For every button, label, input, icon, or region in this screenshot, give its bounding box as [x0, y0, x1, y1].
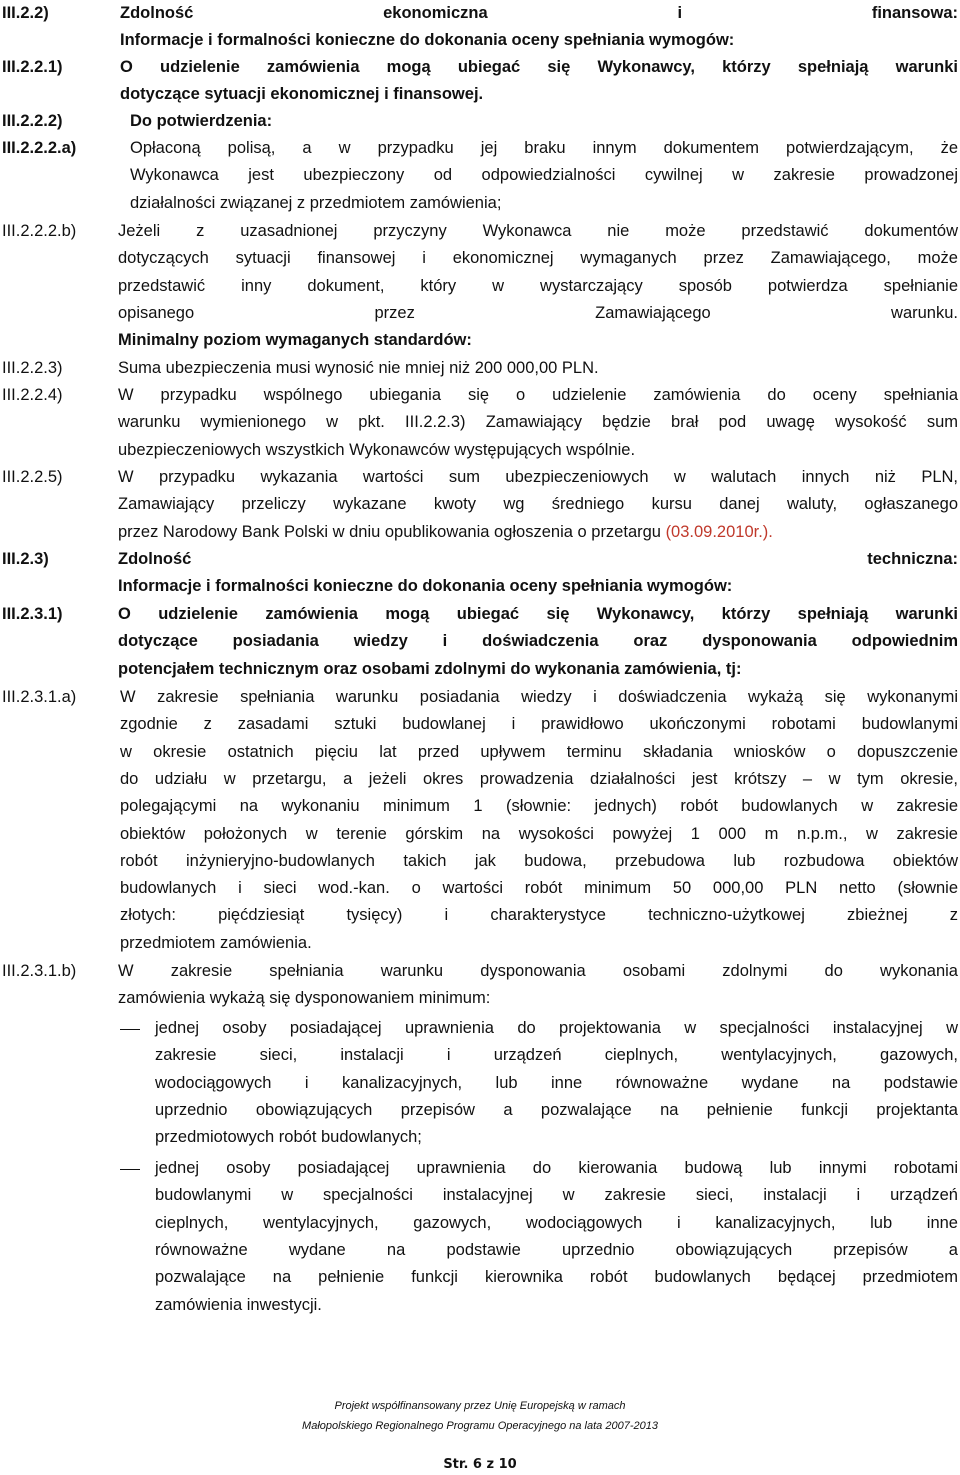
text-run: opisanego przez Zamawiającego warunku. [118, 303, 958, 322]
text-run: dotyczących sytuacji finansowej i ekonomicznej wymaganych przez Zamawiającego, może [118, 249, 958, 268]
text-line [120, 81, 958, 108]
section-number: III.2.2.4) [2, 386, 63, 404]
text-line [118, 656, 958, 683]
text-run: robót inżynieryjno-budowlanych takich jak budowa, przebudowa lub rozbudowa obiektów [120, 851, 958, 870]
text-run: zgodnie z zasadami sztuki budowlanej i prawidłowo ukończonymi robotami budowlanymi [120, 715, 958, 734]
text-line [118, 327, 958, 354]
text-run: wodociągowych i kanalizacyjnych, lub inne równoważne wydane na podstawie [155, 1073, 958, 1092]
section-number: III.2.2.5) [2, 468, 63, 486]
text-line [120, 793, 958, 820]
section-number: III.2.3.1.b) [2, 962, 77, 980]
text-run: zamówienia inwestycji. [155, 1295, 322, 1314]
text-run: Zamawiający przeliczy wykazane kwoty wg średniego kursu danej waluty, ogłaszanego [118, 495, 958, 514]
text-run: pozwalające na pełnienie funkcji kierownika robót budowlanych będącej przedmiotem [155, 1268, 958, 1287]
section-number: III.2.2.2.a) [2, 139, 77, 157]
text-line [155, 1042, 958, 1069]
section-number: III.2.3.1.a) [2, 688, 77, 706]
text-run: O udzielenie zamówienia mogą ubiegać się Wykonawcy, którzy spełniają warunki [118, 605, 958, 623]
text-run: uprzednio obowiązujących przepisów a pozwalające na pełnienie funkcji projektanta [155, 1100, 958, 1119]
list-dash [120, 1029, 140, 1031]
text-run: potencjałem technicznym oraz osobami zdolnymi do wykonania zamówienia, tj: [118, 659, 742, 678]
text-line [120, 739, 958, 766]
text-line [155, 1182, 958, 1209]
footer [0, 1396, 960, 1436]
text-line [120, 821, 958, 848]
text-line [118, 573, 958, 600]
section-number: III.2.2.2.b) [2, 222, 77, 240]
text-run: Wykonawca jest ubezpieczony od odpowiedzialności cywilnej w zakresie prowadzonej [130, 166, 958, 185]
text-run: przedstawić inny dokument, który w wystarczający sposób potwierdza spełnianie [118, 276, 958, 295]
date-highlight: (03.09.2010r.). [665, 522, 773, 541]
text-line [118, 437, 958, 464]
text-run: Opłaconą polisą, a w przypadku jej braku innym dokumentem potwierdzającym, że [130, 139, 958, 157]
text-line [118, 355, 958, 382]
text-run: budowlanymi w specjalności instalacyjnej w zakresie sieci, instalacji i urządzeń [155, 1186, 958, 1205]
text-line [118, 958, 958, 985]
text-line [118, 491, 958, 518]
text-line [155, 1124, 958, 1151]
text-line [120, 848, 958, 875]
text-line [155, 1155, 958, 1182]
text-line [118, 546, 958, 573]
text-line [118, 300, 958, 327]
text-run: Do potwierdzenia: [130, 112, 273, 130]
text-run: w okresie ostatnich pięciu lat przed upływem terminu składania wniosków o dopuszczenie [120, 742, 958, 761]
text-run: polegającymi na wykonaniu minimum 1 (słownie: jednych) robót budowlanych w zakresie [120, 797, 958, 816]
text-run: W przypadku wspólnego ubiegania się o udzielenie zamówienia do oceny spełniania [118, 386, 958, 404]
text-line [155, 1070, 958, 1097]
text-run: Informacje i formalności konieczne do dokonania oceny spełniania wymogów: [118, 577, 733, 596]
text-run: równoważne wydane na podstawie uprzednio obowiązujących przepisów a [155, 1240, 958, 1259]
section-number: III.2.2.1) [2, 58, 63, 76]
text-run: W zakresie spełniania warunku posiadania wiedzy i doświadczenia wykażą się wykonanymi [120, 688, 958, 706]
section-number: III.2.3) [2, 550, 49, 568]
text-run: do udziału w przetargu, a jeżeli okres prowadzenia działalności jest krótszy – w tym okresie, [120, 769, 958, 788]
text-line [155, 1210, 958, 1237]
text-line [120, 766, 958, 793]
text-line [118, 985, 958, 1012]
text-line [120, 54, 958, 81]
text-run: Zdolność techniczna: [118, 550, 958, 568]
text-run: O udzielenie zamówienia mogą ubiegać się Wykonawcy, którzy spełniają warunki [120, 58, 958, 76]
text-run: W przypadku wykazania wartości sum ubezpieczeniowych w walutach innych niż PLN, [118, 468, 958, 486]
text-run: działalności związanej z przedmiotem zamówienia; [130, 193, 502, 212]
text-line [118, 218, 958, 245]
text-line [130, 135, 958, 162]
text-line [120, 875, 958, 902]
text-run: W zakresie spełniania warunku dysponowania osobami zdolnymi do wykonania [118, 962, 958, 980]
text-line [155, 1237, 958, 1264]
text-line [120, 711, 958, 738]
text-run: jednej osoby posiadającej uprawnienia do kierowania budową lub innymi robotami [155, 1159, 958, 1177]
text-run: jednej osoby posiadającej uprawnienia do projektowania w specjalności instalacyjnej w [155, 1019, 958, 1037]
text-line [118, 519, 958, 546]
text-run: zakresie sieci, instalacji i urządzeń cieplnych, wentylacyjnych, gazowych, [155, 1046, 958, 1065]
text-line [130, 190, 958, 217]
text-run: obiektów położonych w terenie górskim na wysokości powyżej 1 000 m n.p.m., w zakresie [120, 824, 958, 843]
text-run: dotyczące sytuacji ekonomicznej i finansowej. [120, 85, 484, 104]
text-line [118, 382, 958, 409]
footer-line-1: Projekt współfinansowany przez Unię Europejską w ramach [334, 1400, 626, 1412]
text-run: warunku wymienionego w pkt. III.2.2.3) Zamawiający będzie brał pod uwagę wysokość sum [118, 413, 958, 432]
page-number: Str. 6 z 10 [443, 1457, 517, 1472]
text-run: przez Narodowy Bank Polski w dniu opublikowania ogłoszenia o przetargu [118, 522, 666, 541]
section-number: III.2.2) [2, 4, 49, 22]
text-line [120, 27, 958, 54]
text-line [120, 0, 958, 27]
text-run: złotych: pięćdziesiąt tysięcy) i charakterystyce techniczno-użytkowej zbieżnej z [120, 906, 958, 925]
text-run: cieplnych, wentylacyjnych, gazowych, wodociągowych i kanalizacyjnych, lub inne [155, 1213, 958, 1232]
footer-line-2: Małopolskiego Regionalnego Programu Operacyjnego na lata 2007-2013 [302, 1420, 658, 1432]
text-line [118, 245, 958, 272]
text-line [120, 902, 958, 929]
text-line [118, 409, 958, 436]
text-line [130, 108, 958, 135]
text-line [120, 684, 958, 711]
section-number: III.2.2.3) [2, 359, 63, 377]
text-line [155, 1097, 958, 1124]
text-run: Suma ubezpieczenia musi wynosić nie mniej niż 200 000,00 PLN. [118, 359, 599, 377]
text-line [118, 464, 958, 491]
text-line [155, 1264, 958, 1291]
section-number: III.2.3.1) [2, 605, 63, 623]
text-line [118, 601, 958, 628]
text-run: przedmiotem zamówienia. [120, 933, 312, 952]
text-run: Jeżeli z uzasadnionej przyczyny Wykonawca nie może przedstawić dokumentów [118, 222, 958, 240]
text-run: Zdolność ekonomiczna i finansowa: [120, 4, 958, 22]
text-line [155, 1015, 958, 1042]
text-line [120, 930, 958, 957]
text-line [130, 162, 958, 189]
text-run: Informacje i formalności konieczne do dokonania oceny spełniania wymogów: [120, 31, 735, 50]
list-dash [120, 1169, 140, 1171]
text-run: ubezpieczeniowych wszystkich Wykonawców występujących wspólnie. [118, 440, 636, 459]
text-run: przedmiotowych robót budowlanych; [155, 1128, 422, 1147]
text-line [118, 628, 958, 655]
text-line [118, 273, 958, 300]
text-line [155, 1292, 958, 1319]
text-run: Minimalny poziom wymaganych standardów: [118, 331, 472, 350]
text-run: zamówienia wykażą się dysponowaniem minimum: [118, 989, 491, 1008]
section-number: III.2.2.2) [2, 112, 63, 130]
text-run: dotyczące posiadania wiedzy i doświadczenia oraz dysponowania odpowiednim [118, 632, 958, 651]
text-run: budowlanych i sieci wod.-kan. o wartości robót minimum 50 000,00 PLN netto (słownie [120, 879, 958, 898]
